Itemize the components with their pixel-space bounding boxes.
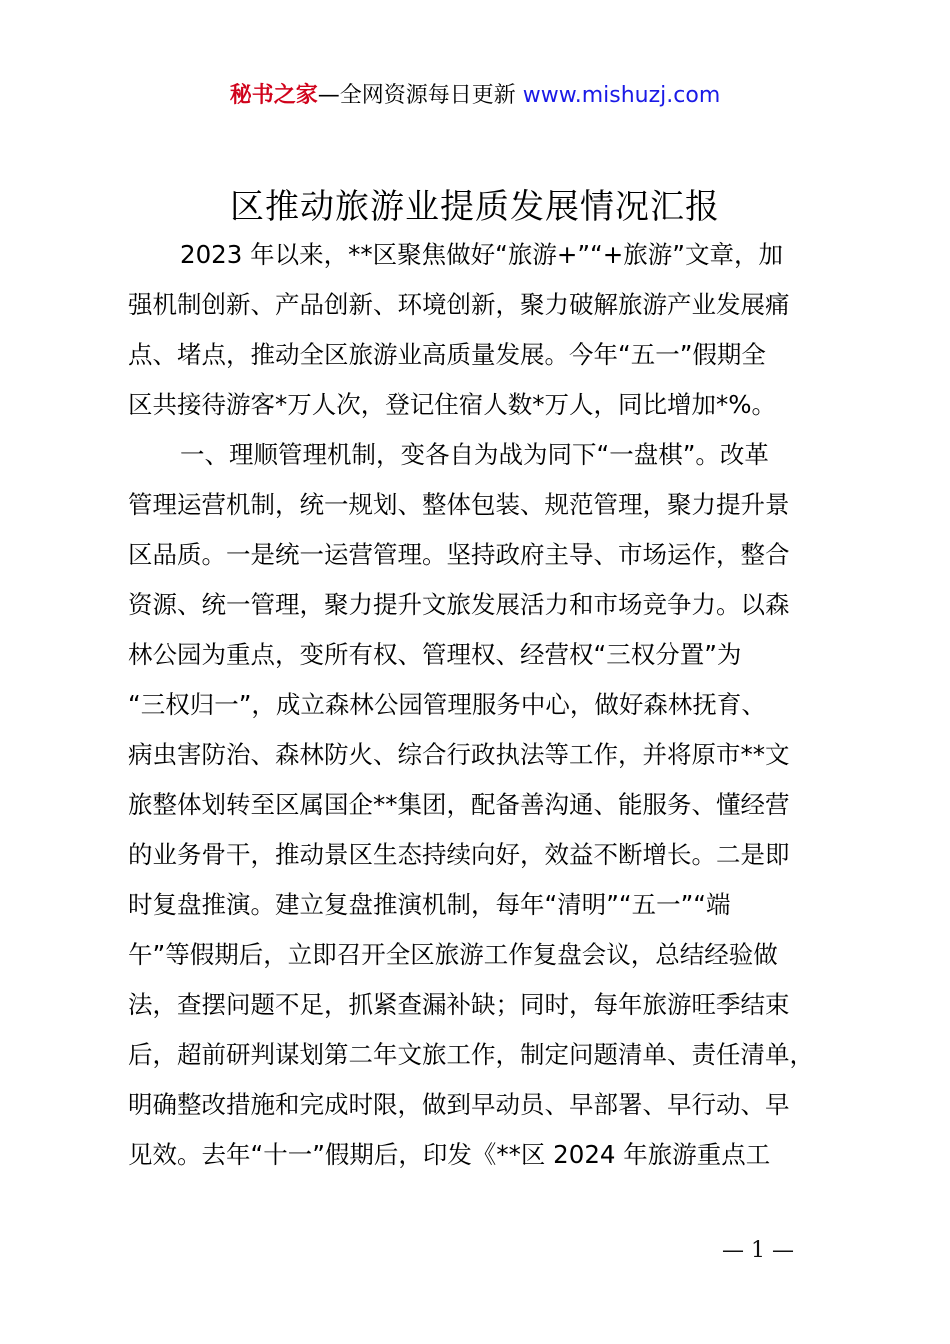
paragraph-line: 时复盘推演。建立复盘推演机制，每年“清明”“五一”“端 bbox=[128, 890, 731, 919]
site-header bbox=[0, 80, 950, 112]
paragraph-line: 病虫害防治、森林防火、综合行政执法等工作，并将原市**文 bbox=[128, 740, 790, 769]
paragraph-line: 区品质。一是统一运营管理。坚持政府主导、市场运作，整合 bbox=[128, 540, 790, 569]
paragraph-line: 林公园为重点，变所有权、管理权、经营权“三权分置”为 bbox=[128, 640, 742, 669]
paragraph-line: 管理运营机制，统一规划、整体包装、规范管理，聚力提升景 bbox=[128, 490, 790, 519]
paragraph-line: 后，超前研判谋划第二年文旅工作，制定问题清单、责任清单， bbox=[128, 1040, 814, 1069]
page-number: — 1 — bbox=[722, 1238, 794, 1263]
paragraph-line: 旅整体划转至区属国企**集团，配备善沟通、能服务、懂经营 bbox=[128, 790, 790, 819]
site-url-link[interactable]: www.mishuzj.com bbox=[522, 83, 721, 108]
document-title: 区推动旅游业提质发展情况汇报 bbox=[230, 187, 720, 227]
paragraph-line: 午”等假期后，立即召开全区旅游工作复盘会议，总结经验做 bbox=[128, 940, 778, 969]
site-tagline: —全网资源每日更新 bbox=[317, 83, 523, 108]
paragraph-line: “三权归一”，成立森林公园管理服务中心，做好森林抚育、 bbox=[128, 690, 766, 719]
paragraph-line: 一、理顺管理机制，变各自为战为同下“一盘棋”。改革 bbox=[180, 440, 769, 469]
paragraph-line: 的业务骨干，推动景区生态持续向好，效益不断增长。二是即 bbox=[128, 840, 790, 869]
site-brand: 秘书之家 bbox=[229, 83, 318, 108]
paragraph-line: 2023 年以来，**区聚焦做好“旅游+”“+旅游”文章，加 bbox=[180, 240, 783, 269]
paragraph-line: 明确整改措施和完成时限，做到早动员、早部署、早行动、早 bbox=[128, 1090, 790, 1119]
paragraph-line: 法，查摆问题不足，抓紧查漏补缺；同时，每年旅游旺季结束 bbox=[128, 990, 790, 1019]
paragraph-line: 点、堵点，推动全区旅游业高质量发展。今年“五一”假期全 bbox=[128, 340, 766, 369]
document-body bbox=[128, 230, 834, 1180]
paragraph-line: 区共接待游客*万人次，登记住宿人数*万人，同比增加*%。 bbox=[128, 390, 777, 419]
paragraph-line: 强机制创新、产品创新、环境创新，聚力破解旅游产业发展痛 bbox=[128, 290, 790, 319]
paragraph-line: 见效。去年“十一”假期后，印发《**区 2024 年旅游重点工 bbox=[128, 1140, 771, 1169]
paragraph-line: 资源、统一管理，聚力提升文旅发展活力和市场竞争力。以森 bbox=[128, 590, 790, 619]
